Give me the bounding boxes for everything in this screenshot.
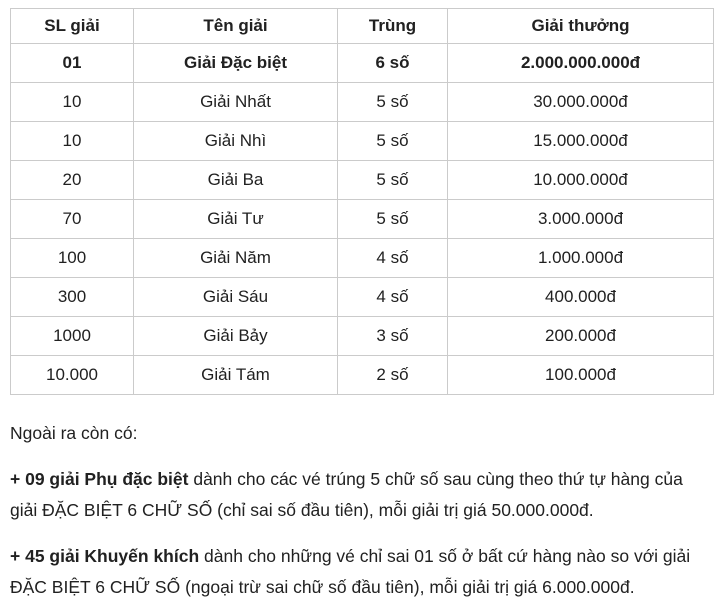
- cell-prize-name: Giải Nhất: [134, 83, 338, 122]
- cell-match: 6 số: [338, 44, 448, 83]
- header-quantity: SL giải: [11, 9, 134, 44]
- cell-match: 5 số: [338, 83, 448, 122]
- cell-match: 2 số: [338, 356, 448, 395]
- cell-quantity: 10: [11, 122, 134, 161]
- cell-prize-name: Giải Năm: [134, 239, 338, 278]
- cell-match: 5 số: [338, 122, 448, 161]
- cell-prize-value: 1.000.000đ: [448, 239, 714, 278]
- cell-match: 5 số: [338, 200, 448, 239]
- table-row: [11, 122, 714, 161]
- table-row: [11, 317, 714, 356]
- note-phu-dac-biet: [10, 464, 712, 526]
- cell-quantity: 10: [11, 83, 134, 122]
- cell-prize-name: Giải Bảy: [134, 317, 338, 356]
- cell-prize-value: 30.000.000đ: [448, 83, 714, 122]
- prize-table-header: [11, 9, 714, 44]
- cell-prize-value: 2.000.000.000đ: [448, 44, 714, 83]
- table-row: [11, 356, 714, 395]
- cell-quantity: 300: [11, 278, 134, 317]
- cell-prize-name: Giải Tám: [134, 356, 338, 395]
- table-row: [11, 161, 714, 200]
- note-khuyen-khich: [10, 541, 712, 603]
- cell-prize-value: 10.000.000đ: [448, 161, 714, 200]
- cell-prize-name: Giải Đặc biệt: [134, 44, 338, 83]
- cell-prize-name: Giải Ba: [134, 161, 338, 200]
- table-row: [11, 83, 714, 122]
- table-row: [11, 239, 714, 278]
- table-row: [11, 44, 714, 83]
- cell-prize-value: 15.000.000đ: [448, 122, 714, 161]
- table-row: [11, 200, 714, 239]
- prize-table-container: [10, 8, 713, 395]
- header-match: Trùng: [338, 9, 448, 44]
- table-row: [11, 278, 714, 317]
- prize-table: [10, 8, 714, 395]
- cell-match: 5 số: [338, 161, 448, 200]
- cell-match: 3 số: [338, 317, 448, 356]
- header-prize-value: Giải thưởng: [448, 9, 714, 44]
- note-khuyen-khich-bold: + 45 giải Khuyến khích: [10, 546, 200, 566]
- header-row: [11, 9, 714, 44]
- cell-quantity: 10.000: [11, 356, 134, 395]
- cell-prize-name: Giải Nhì: [134, 122, 338, 161]
- cell-match: 4 số: [338, 278, 448, 317]
- cell-prize-value: 400.000đ: [448, 278, 714, 317]
- notes-intro: Ngoài ra còn có:: [10, 423, 138, 443]
- header-prize-name: Tên giải: [134, 9, 338, 44]
- cell-prize-value: 200.000đ: [448, 317, 714, 356]
- cell-quantity: 1000: [11, 317, 134, 356]
- note-phu-dac-biet-rest: dành cho các vé trúng 5 chữ số sau cùng theo thứ tự hàng của giải ĐẶC BIỆT 6 CHỮ SỐ (chỉ sai số đầu tiên), mỗi giải trị giá 50.000.000đ.: [10, 469, 683, 520]
- cell-prize-name: Giải Sáu: [134, 278, 338, 317]
- note-khuyen-khich-rest: dành cho những vé chỉ sai 01 số ở bất cứ hàng nào so với giải ĐẶC BIỆT 6 CHỮ SỐ (ngoại trừ sai chữ số đầu tiên), mỗi giải trị giá 6.000.000đ.: [10, 546, 691, 597]
- cell-quantity: 100: [11, 239, 134, 278]
- cell-quantity: 01: [11, 44, 134, 83]
- cell-prize-value: 3.000.000đ: [448, 200, 714, 239]
- notes-section: [10, 398, 712, 603]
- prize-table-body: [11, 44, 714, 395]
- cell-quantity: 20: [11, 161, 134, 200]
- cell-quantity: 70: [11, 200, 134, 239]
- cell-prize-value: 100.000đ: [448, 356, 714, 395]
- note-phu-dac-biet-bold: + 09 giải Phụ đặc biệt: [10, 469, 189, 489]
- cell-match: 4 số: [338, 239, 448, 278]
- cell-prize-name: Giải Tư: [134, 200, 338, 239]
